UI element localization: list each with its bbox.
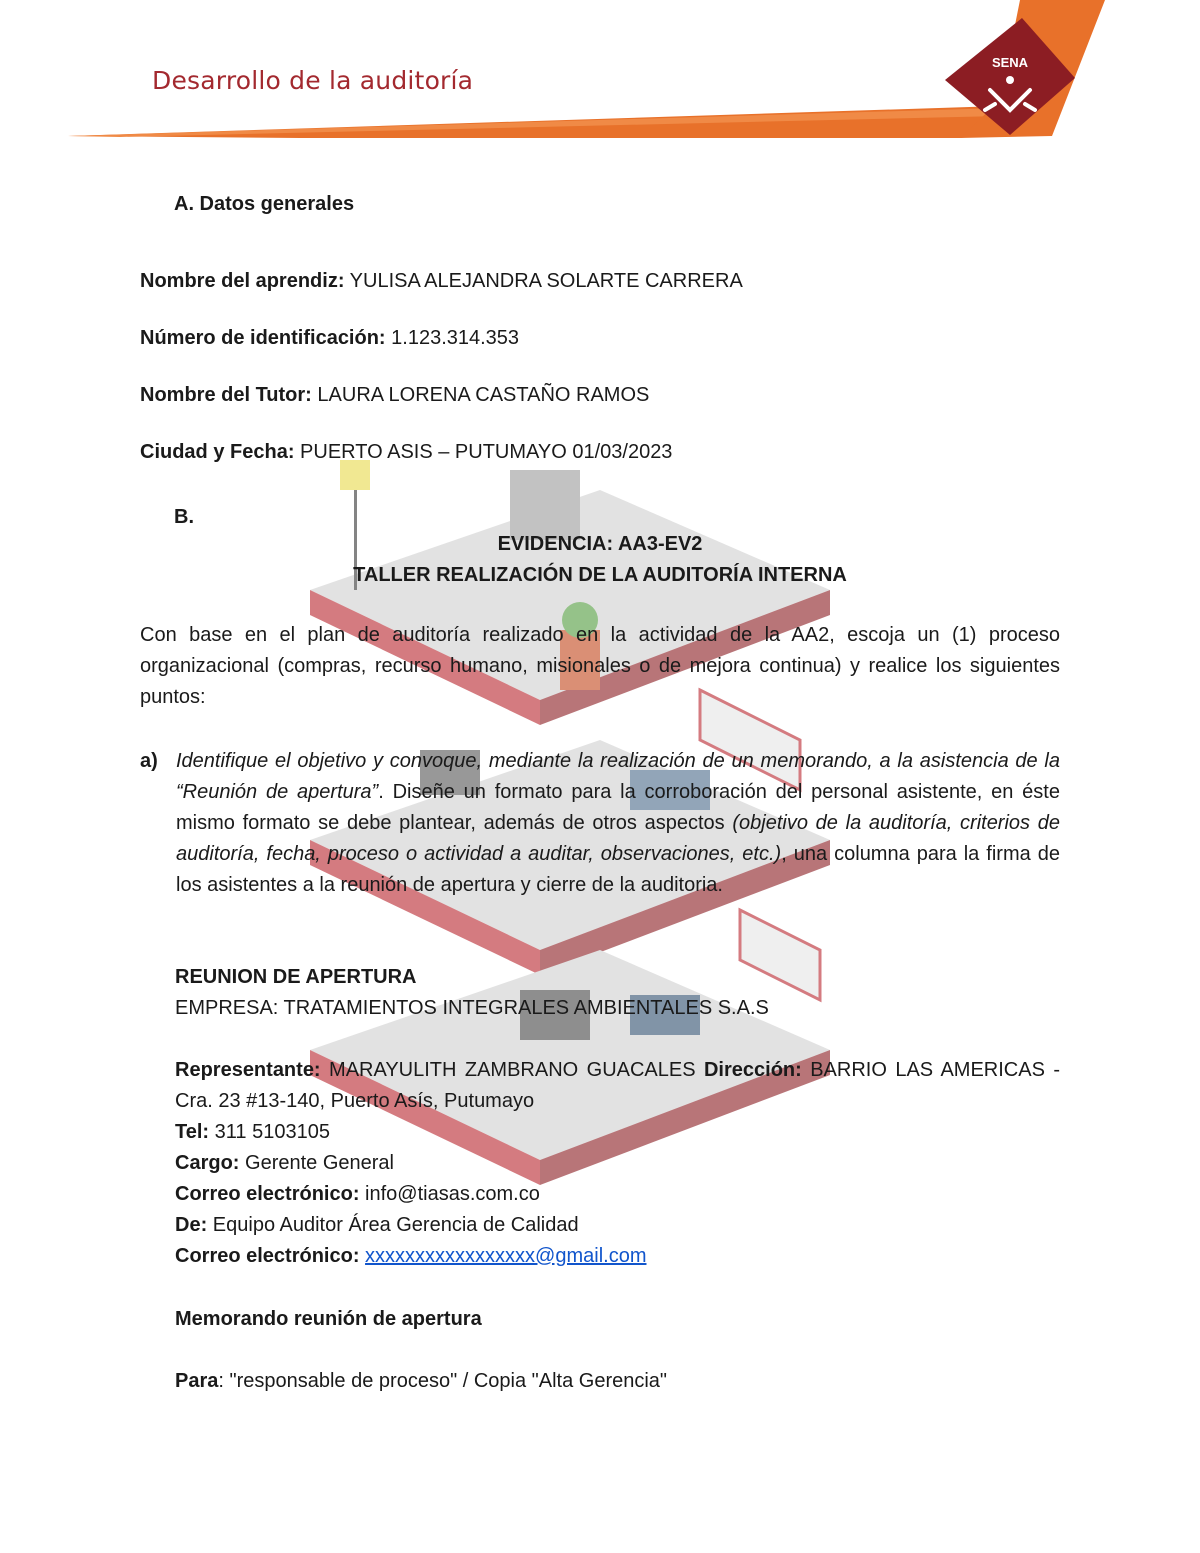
memo-para-line: Para: "responsable de proceso" / Copia "Alta Gerencia" xyxy=(175,1370,668,1392)
memo-heading: Memorando reunión de apertura xyxy=(175,1308,482,1330)
email-line-2: Correo electrónico: xxxxxxxxxxxxxxxxx@gmail.com xyxy=(175,1245,647,1267)
meeting-heading: REUNION DE APERTURA xyxy=(175,966,417,988)
page-title: Desarrollo de la auditoría xyxy=(152,66,474,95)
field-identificacion: Número de identificación: 1.123.314.353 xyxy=(140,327,520,349)
intro-paragraph: Con base en el plan de auditoría realizado en la actividad de la AA2, escoja un (1) proceso organizacional (compras, recurso humano, misionales o de mejora continua) y realice los siguientes puntos: xyxy=(140,624,1060,708)
field-tutor: Nombre del Tutor: LAURA LORENA CASTAÑO RAMOS xyxy=(140,384,650,406)
item-a xyxy=(140,746,1060,901)
company-name: EMPRESA: TRATAMIENTOS INTEGRALES AMBIENTALES S.A.S xyxy=(175,997,769,1019)
de-line: De: Equipo Auditor Área Gerencia de Calidad xyxy=(175,1214,579,1236)
email-link[interactable]: xxxxxxxxxxxxxxxxx@gmail.com xyxy=(365,1245,647,1267)
section-b-heading: B. xyxy=(174,506,194,528)
field-aprendiz: Nombre del aprendiz: YULISA ALEJANDRA SOLARTE CARRERA xyxy=(140,270,743,292)
tel-line: Tel: 311 5103105 xyxy=(175,1121,330,1143)
representative-address: Representante: MARAYULITH ZAMBRANO GUACALES Dirección: BARRIO LAS AMERICAS - Cra. 23 #13-140, Puerto Asís, Putumayo xyxy=(175,1059,1060,1112)
field-ciudad-fecha: Ciudad y Fecha: PUERTO ASIS – PUTUMAYO 01/03/2023 xyxy=(140,441,673,463)
cargo-line: Cargo: Gerente General xyxy=(175,1152,394,1174)
workshop-title: TALLER REALIZACIÓN DE LA AUDITORÍA INTERNA xyxy=(353,564,847,586)
item-a-marker: a) xyxy=(140,750,158,772)
item-a-text: Identifique el objetivo y convoque, mediante la realización de un memorando, a la asistencia de la “Reunión de apertura”. Diseñe un formato para la corroboración del personal asistente, en éste mismo formato se debe plantear, además de otros aspectos (objetivo de la auditoría, criterios de auditoría, fecha, proceso o actividad a auditar, observaciones, etc.), una columna para la firma de los asistentes a la reunión de apertura y cierre de la auditoria. xyxy=(176,750,1060,896)
evidence-title: EVIDENCIA: AA3-EV2 xyxy=(497,533,703,555)
email-line-1: Correo electrónico: info@tiasas.com.co xyxy=(175,1183,540,1205)
sena-logo-text: SENA xyxy=(991,55,1029,70)
section-a-heading: A. Datos generales xyxy=(174,193,355,215)
